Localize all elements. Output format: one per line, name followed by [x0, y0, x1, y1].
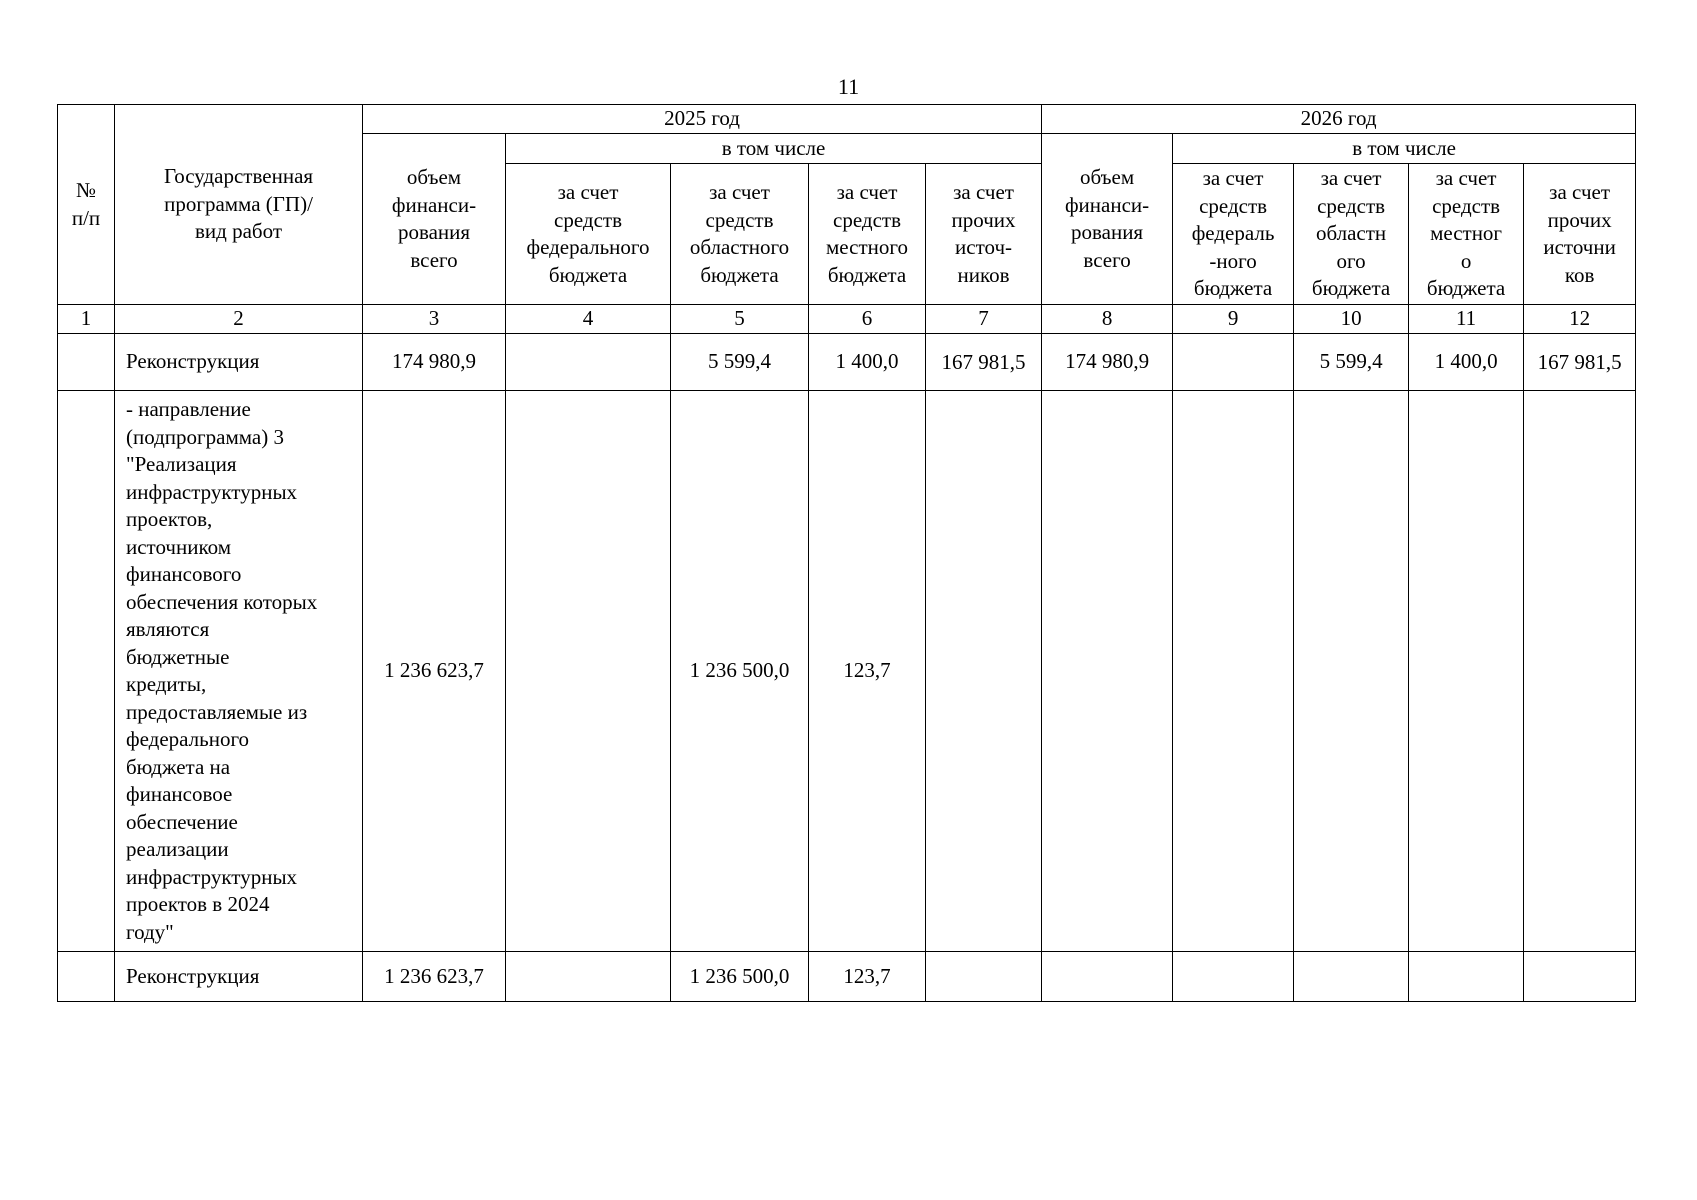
table-row	[58, 952, 1636, 1002]
financing-table	[57, 104, 1636, 1002]
header-year-2026: 2026 год	[1042, 105, 1636, 134]
row-number	[58, 334, 115, 391]
header-2026-regional: за счет средств областн ого бюджета	[1294, 164, 1409, 305]
cell-value	[1409, 952, 1524, 1002]
row-number	[58, 391, 115, 952]
cell-value: 1 400,0	[1409, 334, 1524, 391]
cell-value: 123,7	[809, 391, 926, 952]
row-name: - направление (подпрограмма) 3 "Реализация инфраструктурных проектов, источником финансового обеспечения которых являются бюджетные кредиты, предоставляемые из федерального бюджета на финансовое обеспечение реализации инфраструктурных проектов в 2024 году"	[115, 391, 363, 952]
cell-value: 5 599,4	[1294, 334, 1409, 391]
page-number: 11	[837, 74, 860, 99]
row-name: Реконструкция	[115, 952, 363, 1002]
cell-value: 123,7	[809, 952, 926, 1002]
col-number: 8	[1042, 305, 1173, 334]
header-2025-other: за счет прочих источ- ников	[926, 164, 1042, 305]
header-2025-volume: объем финанси- рования всего	[363, 134, 506, 305]
header-2025-federal: за счет средств федерального бюджета	[506, 164, 671, 305]
col-number: 4	[506, 305, 671, 334]
cell-value: 1 236 623,7	[363, 952, 506, 1002]
cell-value	[1524, 952, 1636, 1002]
cell-value: 167 981,5	[926, 334, 1042, 391]
cell-value: 5 599,4	[671, 334, 809, 391]
col-number: 3	[363, 305, 506, 334]
header-2026-local: за счет средств местног о бюджета	[1409, 164, 1524, 305]
header-row-years	[58, 105, 1636, 134]
column-numbers-row	[58, 305, 1636, 334]
header-2026-federal: за счет средств федераль -ного бюджета	[1173, 164, 1294, 305]
header-2025-regional: за счет средств областного бюджета	[671, 164, 809, 305]
cell-value	[506, 391, 671, 952]
col-number: 9	[1173, 305, 1294, 334]
header-year-2025: 2025 год	[363, 105, 1042, 134]
col-number: 7	[926, 305, 1042, 334]
cell-value	[1294, 391, 1409, 952]
cell-value	[1173, 391, 1294, 952]
table-row	[58, 334, 1636, 391]
header-2026-other: за счет прочих источни ков	[1524, 164, 1636, 305]
header-2026-volume: объем финанси- рования всего	[1042, 134, 1173, 305]
header-no: № п/п	[58, 105, 115, 305]
cell-value: 1 236 623,7	[363, 391, 506, 952]
cell-value	[926, 952, 1042, 1002]
cell-value: 1 236 500,0	[671, 952, 809, 1002]
col-number: 1	[58, 305, 115, 334]
cell-value	[506, 952, 671, 1002]
cell-value	[926, 391, 1042, 952]
row-name: Реконструкция	[115, 334, 363, 391]
cell-value	[1042, 952, 1173, 1002]
col-number: 12	[1524, 305, 1636, 334]
header-2026-incl: в том числе	[1173, 134, 1636, 164]
cell-value	[1173, 952, 1294, 1002]
header-2025-incl: в том числе	[506, 134, 1042, 164]
col-number: 5	[671, 305, 809, 334]
cell-value: 174 980,9	[1042, 334, 1173, 391]
col-number: 11	[1409, 305, 1524, 334]
col-number: 10	[1294, 305, 1409, 334]
cell-value	[1409, 391, 1524, 952]
header-2025-local: за счет средств местного бюджета	[809, 164, 926, 305]
col-number: 6	[809, 305, 926, 334]
header-program: Государственная программа (ГП)/ вид работ	[115, 105, 363, 305]
col-number: 2	[115, 305, 363, 334]
cell-value	[1294, 952, 1409, 1002]
cell-value: 1 236 500,0	[671, 391, 809, 952]
cell-value: 1 400,0	[809, 334, 926, 391]
cell-value	[1173, 334, 1294, 391]
cell-value: 174 980,9	[363, 334, 506, 391]
cell-value: 167 981,5	[1524, 334, 1636, 391]
table-row	[58, 391, 1636, 952]
cell-value	[1524, 391, 1636, 952]
cell-value	[506, 334, 671, 391]
row-number	[58, 952, 115, 1002]
cell-value	[1042, 391, 1173, 952]
